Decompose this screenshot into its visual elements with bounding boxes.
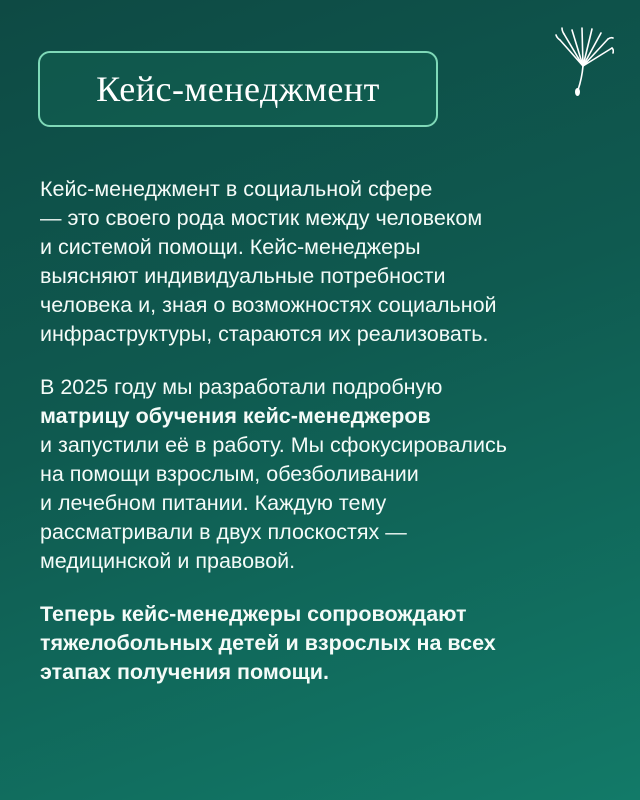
text-line: инфраструктуры, стараются их реализовать. [40,322,489,346]
page-title: Кейс-менеджмент [96,69,380,109]
text-line: выясняют индивидуальные потребности [40,264,446,288]
main-text [40,175,610,711]
text-line: человека и, зная о возможностях социальной [40,293,497,317]
paragraph-2025 [40,373,610,576]
text-line: Кейс-менеджмент в социальной сфере [40,177,433,201]
text-line: тяжелобольных детей и взрослых на всех [40,631,496,655]
text-line: на помощи взрослым, обезболивании [40,462,419,486]
highlighted-text: матрицу обучения кейс-менеджеров [40,404,431,428]
text-line: и запустили её в работу. Мы сфокусировались [40,433,507,457]
text-line: этапах получения помощи. [40,660,329,684]
title-box [38,51,438,127]
paragraph-intro [40,175,610,349]
paragraph-conclusion [40,600,610,687]
text-line: Теперь кейс-менеджеры сопровождают [40,602,467,626]
dandelion-icon [552,26,614,98]
text-line: медицинской и правовой. [40,549,296,573]
text-line: рассматривали в двух плоскостях — [40,520,407,544]
text-line: В 2025 году мы разработали подробную [40,375,443,399]
text-line: и лечебном питании. Каждую тему [40,491,387,515]
text-line: — это своего рода мостик между человеком [40,206,483,230]
text-line: и системой помощи. Кейс-менеджеры [40,235,421,259]
